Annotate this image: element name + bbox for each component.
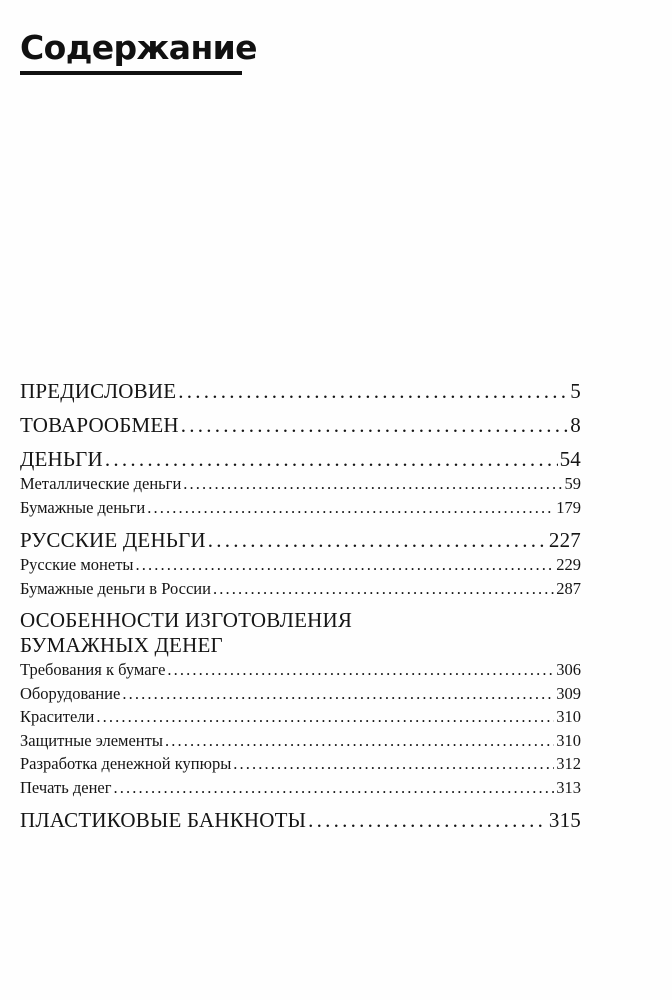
dot-leader — [181, 412, 569, 438]
toc-subentry-banknote-design[interactable] — [20, 752, 581, 776]
dot-leader — [136, 553, 555, 577]
toc-entry-title: Бумажные деньги — [20, 497, 146, 517]
toc-entry-manufacturing[interactable] — [20, 608, 581, 658]
toc-entry-page: 312 — [556, 754, 581, 773]
dot-leader — [308, 807, 547, 833]
dot-leader — [105, 446, 558, 472]
toc-subentry-metal-money[interactable] — [20, 472, 581, 496]
dot-leader — [114, 776, 555, 800]
toc-entry-page: 179 — [556, 497, 581, 517]
toc-subentry-equipment[interactable] — [20, 682, 581, 706]
toc-entry-title: Разработка денежной купюры — [20, 754, 232, 773]
dot-leader — [233, 752, 554, 776]
toc-entry-title: ПЛАСТИКОВЫЕ БАНКНОТЫ — [20, 808, 307, 832]
dot-leader — [165, 729, 554, 753]
toc-entry-page: 315 — [548, 808, 581, 832]
page-title: Содержание — [20, 28, 257, 67]
toc-subentry-russian-coins[interactable] — [20, 553, 581, 577]
toc-entry-russian-money[interactable] — [20, 527, 581, 553]
toc-entry-barter[interactable] — [20, 412, 581, 438]
table-of-contents — [20, 378, 581, 833]
toc-entry-title: Печать денег — [20, 777, 112, 797]
toc-entry-page: 287 — [556, 578, 581, 598]
dot-leader — [147, 496, 554, 520]
toc-entry-page: 229 — [556, 555, 581, 574]
dot-leader — [96, 705, 554, 729]
toc-entry-page: 310 — [556, 707, 581, 726]
toc-entry-page: 310 — [556, 730, 581, 750]
toc-entry-title-line: ОСОБЕННОСТИ ИЗГОТОВЛЕНИЯ — [20, 608, 353, 632]
dot-leader — [183, 472, 562, 496]
toc-entry-page: 309 — [556, 683, 581, 703]
toc-subentry-paper-money[interactable] — [20, 496, 581, 520]
toc-entry-title: Оборудование — [20, 683, 121, 703]
toc-subentry-paper-requirements[interactable] — [20, 658, 581, 682]
toc-entry-title: Требования к бумаге — [20, 660, 166, 679]
toc-entry-title: Красители — [20, 707, 95, 726]
toc-entry-page: 59 — [564, 474, 581, 493]
toc-subentry-security-features[interactable] — [20, 729, 581, 753]
toc-entry-title: Бумажные деньги в России — [20, 578, 211, 598]
toc-entry-page: 5 — [570, 379, 581, 403]
toc-entry-preface[interactable] — [20, 378, 581, 404]
title-underline — [20, 71, 242, 75]
dot-leader — [208, 527, 547, 553]
toc-entry-page: 227 — [548, 528, 581, 552]
toc-entry-title: ПРЕДИСЛОВИЕ — [20, 379, 177, 403]
toc-subentry-paper-money-russia[interactable] — [20, 577, 581, 601]
toc-subentry-money-printing[interactable] — [20, 776, 581, 800]
toc-entry-plastic-banknotes[interactable] — [20, 807, 581, 833]
toc-entry-title: ТОВАРООБМЕН — [20, 413, 179, 437]
toc-entry-title: Металлические деньги — [20, 474, 182, 493]
toc-entry-title: Русские монеты — [20, 555, 134, 574]
toc-subentry-dyes[interactable] — [20, 705, 581, 729]
toc-entry-page: 8 — [570, 413, 581, 437]
toc-entry-title: Защитные элементы — [20, 730, 163, 750]
dot-leader — [167, 658, 554, 682]
toc-entry-page: 306 — [556, 660, 581, 679]
dot-leader — [213, 577, 554, 601]
dot-leader — [122, 682, 554, 706]
toc-entry-page: 313 — [556, 777, 581, 797]
toc-entry-title: ДЕНЬГИ — [20, 447, 103, 471]
toc-entry-page: 54 — [559, 447, 581, 471]
toc-entry-money[interactable] — [20, 446, 581, 472]
dot-leader — [178, 378, 568, 404]
toc-entry-title: РУССКИЕ ДЕНЬГИ — [20, 528, 206, 552]
toc-entry-title-line: БУМАЖНЫХ ДЕНЕГ — [20, 633, 223, 657]
